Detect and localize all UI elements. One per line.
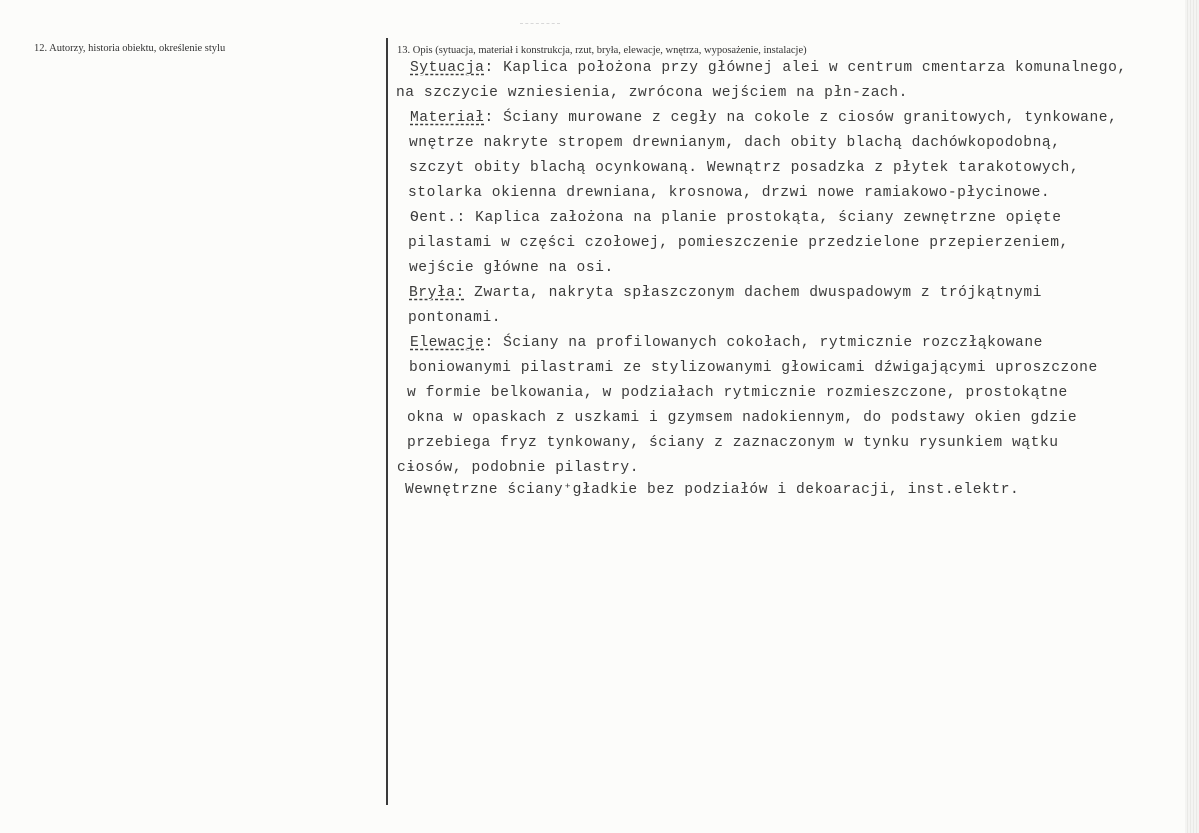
typed-line (410, 60, 1127, 76)
typed-line (397, 460, 639, 476)
line-text: Wewnętrzne ściany⁺gładkie bez podziałów i dekoaracji, inst.elektr. (405, 482, 1020, 498)
line-text: : Ściany na profilowanych cokołach, rytmicznie rozczłąkowane (484, 335, 1043, 351)
section-13-heading: 13. Opis (sytuacja, materiał i konstrukcja, rzut, bryła, elewacje, wnętrza, wyposażenie, instalacje) (397, 45, 807, 56)
line-text: okna w opaskach z uszkami i gzymsem nadokiennym, do podstawy okien gdzie (407, 410, 1078, 426)
line-text: pilastami w części czołowej, pomieszczenie przedzielone przepierzeniem, (408, 235, 1069, 251)
line-text: Zwarta, nakryta spłaszczonym dachem dwuspadowym z trójkątnymi (464, 285, 1042, 301)
typed-line (410, 110, 1117, 126)
typed-line (407, 410, 1077, 426)
column-divider (386, 38, 388, 805)
section-label: Sytuacja (410, 60, 485, 76)
line-text: : Kaplica położona przy głównej alei w centrum cmentarza komunalnego, (484, 60, 1127, 76)
typed-line (405, 480, 1019, 498)
line-text: wnętrze nakryte stropem drewnianym, dach obity blachą dachówkopodobną, (409, 135, 1061, 151)
typed-line (408, 235, 1069, 251)
typed-line (396, 85, 908, 101)
typed-line (409, 135, 1061, 151)
line-text: cɨosów, podobnie pilastry. (397, 460, 639, 476)
section-label: Elewacje (410, 335, 485, 351)
typed-line (409, 160, 1079, 176)
typed-line (410, 210, 1062, 226)
pencil-mark (520, 23, 560, 25)
paper-edge (1185, 0, 1199, 833)
line-text: szczyt obity blachą ocynkowaną. Wewnątrz posadzka z płytek tarakotowych, (409, 160, 1080, 176)
line-text: w formie belkowania, w podziałach rytmicznie rozmieszczone, prostokątne (407, 385, 1068, 401)
typed-line (409, 260, 614, 276)
line-text: wejście główne na osi. (409, 260, 614, 276)
section-label: Bryła: (409, 285, 465, 301)
typed-line (408, 310, 501, 326)
typed-line (407, 435, 1059, 451)
typed-line (409, 285, 1042, 301)
line-text: na szczycie wzniesienia, zwrócona wejściem na płn-zach. (396, 85, 908, 101)
line-text: : Ściany murowane z cegły na cokole z ciosów granitowych, tynkowane, (484, 110, 1118, 126)
typed-line (408, 185, 1050, 201)
typed-line (407, 385, 1068, 401)
section-12-heading: 12. Autorzy, historia obiektu, określenie stylu (34, 43, 226, 54)
line-text: Ѳent.: Kaplica założona na planie prostokąta, ściany zewnętrzne opięte (410, 210, 1062, 226)
typed-line (410, 335, 1043, 351)
line-text: boniowanymi pilastrami ze stylizowanymi głowicami dźwigającymi uproszczone (409, 360, 1098, 376)
line-text: przebiega fryz tynkowany, ściany z zaznaczonym w tynku rysunkiem wątku (407, 435, 1059, 451)
line-text: stolarka okienna drewniana, krosnowa, drzwi nowe ramiakowo-płycinowe. (408, 185, 1051, 201)
section-label: Materiał (410, 110, 485, 126)
line-text: pontonami. (408, 310, 502, 326)
typed-line (409, 360, 1098, 376)
